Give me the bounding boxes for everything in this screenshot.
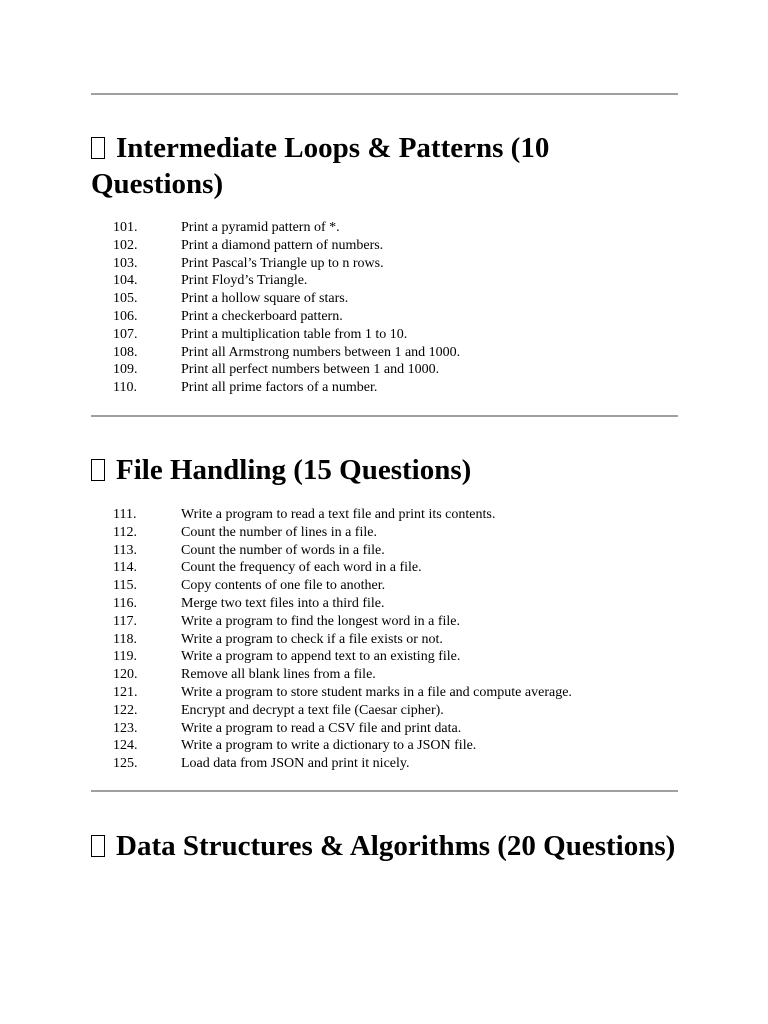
item-number: 102. <box>113 237 138 253</box>
item-number: 116. <box>113 595 137 611</box>
item-text: Print all Armstrong numbers between 1 and 1000. <box>181 344 461 360</box>
item-number: 114. <box>113 560 137 576</box>
section-heading-file-handling <box>91 452 678 488</box>
question-list-loops-patterns <box>91 219 678 397</box>
item-number: 105. <box>113 291 138 307</box>
section-divider <box>91 93 678 95</box>
missing-glyph-icon <box>91 835 105 857</box>
item-number: 109. <box>113 362 138 378</box>
item-text: Write a program to append text to an existing file. <box>181 649 461 665</box>
item-text: Write a program to read a text file and print its contents. <box>181 507 496 522</box>
list-item <box>91 308 678 326</box>
item-text: Count the number of words in a file. <box>181 542 385 558</box>
list-item <box>91 506 678 524</box>
list-item <box>91 648 678 666</box>
section-title: Data Structures & Algorithms (20 Questions) <box>116 830 676 862</box>
section-title: Intermediate Loops & Patterns (10 Questions) <box>91 132 550 200</box>
list-item <box>91 524 678 542</box>
list-item <box>91 272 678 290</box>
list-item <box>91 595 678 613</box>
list-item <box>91 577 678 595</box>
list-item <box>91 542 678 560</box>
item-text: Print Pascal’s Triangle up to n rows. <box>181 255 384 271</box>
item-text: Count the frequency of each word in a file. <box>181 560 422 576</box>
item-text: Print a pyramid pattern of *. <box>181 220 340 235</box>
section-heading-loops-patterns <box>91 130 678 202</box>
item-number: 112. <box>113 524 137 540</box>
item-number: 118. <box>113 631 137 647</box>
item-text: Write a program to check if a file exists or not. <box>181 631 443 647</box>
list-item <box>91 720 678 738</box>
item-number: 106. <box>113 308 138 324</box>
item-number: 104. <box>113 273 138 289</box>
item-text: Print a multiplication table from 1 to 10. <box>181 326 408 342</box>
item-number: 103. <box>113 255 138 271</box>
missing-glyph-icon <box>91 459 105 481</box>
item-number: 125. <box>113 756 138 772</box>
list-item <box>91 326 678 344</box>
item-text: Merge two text files into a third file. <box>181 595 385 611</box>
section-title: File Handling (15 Questions) <box>116 454 472 486</box>
item-text: Write a program to read a CSV file and print data. <box>181 720 462 736</box>
item-text: Copy contents of one file to another. <box>181 578 386 594</box>
item-number: 117. <box>113 613 137 629</box>
item-number: 123. <box>113 720 138 736</box>
item-text: Print all prime factors of a number. <box>181 380 378 396</box>
list-item <box>91 219 678 237</box>
list-item <box>91 559 678 577</box>
list-item <box>91 702 678 720</box>
item-text: Print a checkerboard pattern. <box>181 308 343 324</box>
list-item <box>91 379 678 397</box>
item-number: 122. <box>113 702 138 718</box>
item-number: 107. <box>113 326 138 342</box>
missing-glyph-icon <box>91 137 105 159</box>
section-divider <box>91 790 678 792</box>
item-number: 115. <box>113 578 137 594</box>
item-text: Print a diamond pattern of numbers. <box>181 237 384 253</box>
item-text: Write a program to find the longest word in a file. <box>181 613 460 629</box>
list-item <box>91 737 678 755</box>
item-text: Print all perfect numbers between 1 and 1000. <box>181 362 440 378</box>
item-text: Remove all blank lines from a file. <box>181 667 376 683</box>
section-heading-data-structures <box>91 828 678 864</box>
list-item <box>91 684 678 702</box>
item-number: 124. <box>113 738 138 754</box>
list-item <box>91 237 678 255</box>
item-text: Load data from JSON and print it nicely. <box>181 756 410 772</box>
question-list-file-handling <box>91 506 678 773</box>
section-divider <box>91 415 678 417</box>
list-item <box>91 361 678 379</box>
item-text: Count the number of lines in a file. <box>181 524 377 540</box>
item-text: Print a hollow square of stars. <box>181 291 349 307</box>
item-number: 113. <box>113 542 137 558</box>
list-item <box>91 290 678 308</box>
item-text: Encrypt and decrypt a text file (Caesar cipher). <box>181 702 444 718</box>
list-item <box>91 255 678 273</box>
item-text: Write a program to store student marks in a file and compute average. <box>181 684 572 700</box>
item-number: 101. <box>113 220 138 235</box>
list-item <box>91 631 678 649</box>
list-item <box>91 613 678 631</box>
list-item <box>91 344 678 362</box>
item-text: Print Floyd’s Triangle. <box>181 273 308 289</box>
item-number: 111. <box>113 507 137 522</box>
item-number: 121. <box>113 684 138 700</box>
list-item <box>91 666 678 684</box>
item-number: 110. <box>113 380 137 396</box>
item-number: 119. <box>113 649 137 665</box>
item-text: Write a program to write a dictionary to a JSON file. <box>181 738 477 754</box>
item-number: 120. <box>113 667 138 683</box>
item-number: 108. <box>113 344 138 360</box>
list-item <box>91 755 678 773</box>
